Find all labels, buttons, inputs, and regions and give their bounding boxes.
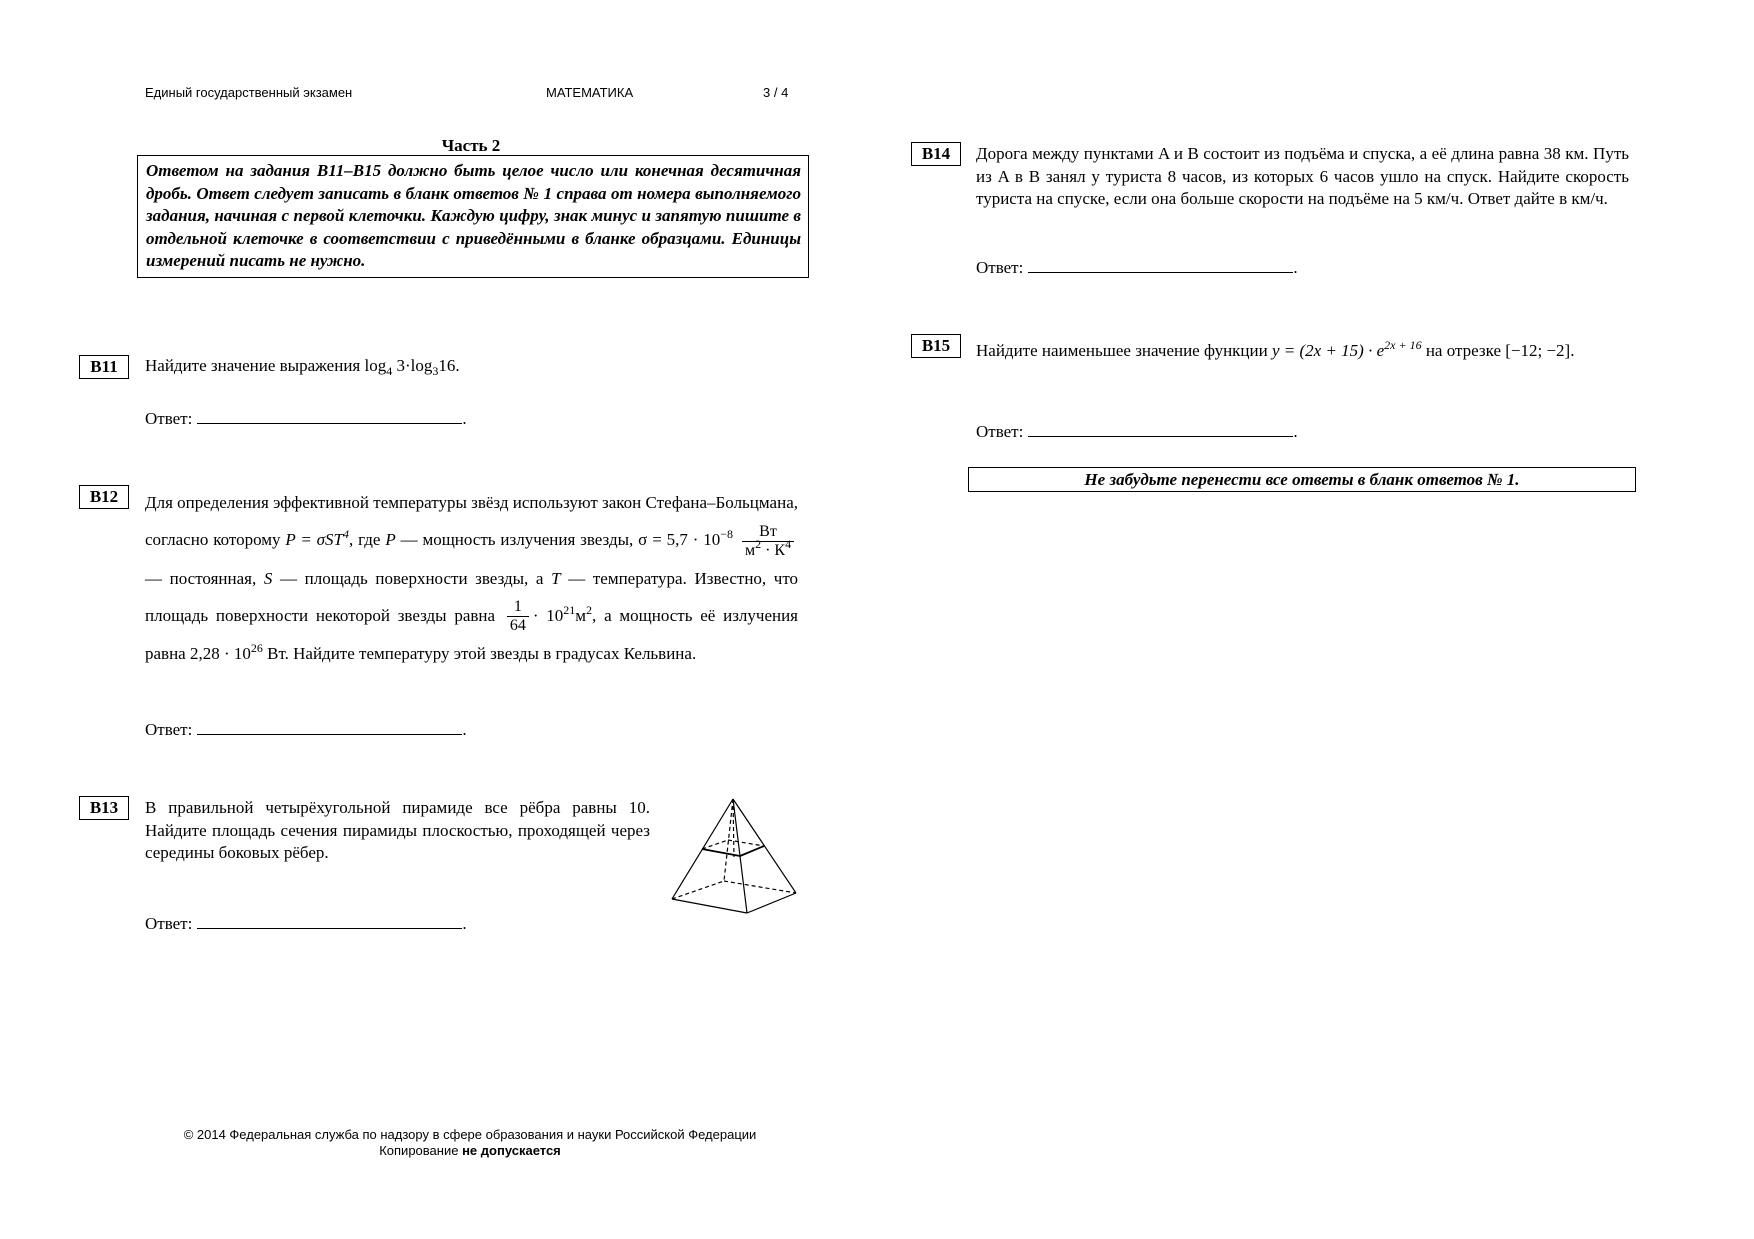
unit-fraction: $\frac{Вт}{м^2 \cdot К^4}$: [742, 523, 794, 560]
task-b11-text: [145, 355, 460, 378]
task-tag-b14: B14: [911, 142, 961, 166]
answer-field-b14[interactable]: Ответ: .: [976, 258, 1298, 277]
header-exam-title: Единый государственный экзамен: [145, 85, 353, 100]
answer-field-b11[interactable]: Ответ: .: [145, 409, 467, 428]
task-b13-text: В правильной четырёхугольной пирамиде все рёбра равны 10. Найдите площадь сечения пирамиды плоскостью, проходящей через середины боковых рёбер.: [145, 798, 650, 862]
task-tag-b12: B12: [79, 485, 129, 509]
answer-line[interactable]: [1028, 257, 1293, 273]
task-b11-expression: $\log_4 3\cdot\log_316$.: [364, 356, 460, 378]
answer-label: Ответ:: [976, 422, 1024, 441]
interval: [−12; −2].: [1505, 341, 1575, 360]
answer-field-b12[interactable]: Ответ: .: [145, 720, 467, 739]
header-subject: МАТЕМАТИКА: [546, 85, 634, 100]
footer-copyright: © 2014 Федеральная служба по надзору в сфере образования и науки Российской Федерации: [183, 1127, 757, 1142]
part-title: Часть 2: [441, 136, 501, 155]
answer-line[interactable]: [197, 913, 462, 929]
task-tag-b15: B15: [911, 334, 961, 358]
task-tag-b13: B13: [79, 796, 129, 820]
reminder-box: Не забудьте перенести все ответы в бланк ответов № 1.: [968, 467, 1636, 492]
task-tag-b11: B11: [79, 355, 129, 379]
function-formula: $y = (2x + 15) \cdot e^{2x + 16}$: [1271, 338, 1422, 360]
part-instructions: Ответом на задания B11–B15 должно быть целое число или конечная десятичная дробь. Ответ следует записать в бланк ответов № 1 справа от номера выполняемого задания, начиная с первой клеточки. Каждую цифру, знак минус и запятую пишите в отдельной клеточке в соответствии с приведёнными в бланке образцами. Единицы измерений писать не нужно.: [137, 155, 809, 278]
task-b11-question: Найдите значение выражения: [145, 356, 361, 375]
power-value: $2,28 \cdot 10^{26}$ Вт: [189, 641, 285, 664]
header-page-number: 3 / 4: [763, 85, 789, 100]
footer-copy-notice: Копирование не допускается: [379, 1143, 561, 1158]
answer-field-b13[interactable]: Ответ: .: [145, 914, 467, 933]
answer-label: Ответ:: [976, 258, 1024, 277]
task-b12-text: Для определения эффективной температуры звёзд используют закон Стефана–Больцмана, согласно которому P = σST$^4$, где P — мощность излучения звезды, $\sigma = 5,7 \cdot 10^{-8}$ $\frac{Вт}{м^2 \cdot К^4}$ — постоянная, S — площадь поверхности звезды, а T — температура. Известно, что площадь поверхности некоторой звезды равна $\frac{1}{64}$ · $10^{21}м^2$, а мощность её излучения равна $2,28 \cdot 10^{26}$ Вт. Найдите температуру этой звезды в градусах Кельвина.: [145, 493, 799, 664]
pyramid-figure: [668, 795, 800, 917]
area-fraction: $\frac{1}{64}$: [507, 598, 529, 635]
answer-label: Ответ:: [145, 914, 193, 933]
answer-label: Ответ:: [145, 720, 193, 739]
sigma-constant: $\sigma = 5,7 \cdot 10^{-8}$: [638, 527, 734, 549]
answer-line[interactable]: [197, 719, 462, 735]
task-b15-text: Найдите наименьшее значение функции $y = (2x + 15) \cdot e^{2x + 16}$ на отрезке [−12; −2].: [976, 338, 1575, 360]
answer-line[interactable]: [197, 408, 462, 424]
task-b14-text: Дорога между пунктами A и B состоит из подъёма и спуска, а её длина равна 38 км. Путь из A в B занял у туриста 8 часов, из которых 6 часов ушло на спуск. Найдите скорость туриста на спуске, если она больше скорости на подъёме на 5 км/ч. Ответ дайте в км/ч.: [976, 144, 1629, 208]
answer-line[interactable]: [1028, 421, 1293, 437]
formula-stefan-boltzmann: P = σST$^4$: [285, 527, 349, 549]
answer-label: Ответ:: [145, 409, 193, 428]
answer-field-b15[interactable]: Ответ: .: [976, 422, 1298, 441]
footer: [140, 1127, 800, 1159]
